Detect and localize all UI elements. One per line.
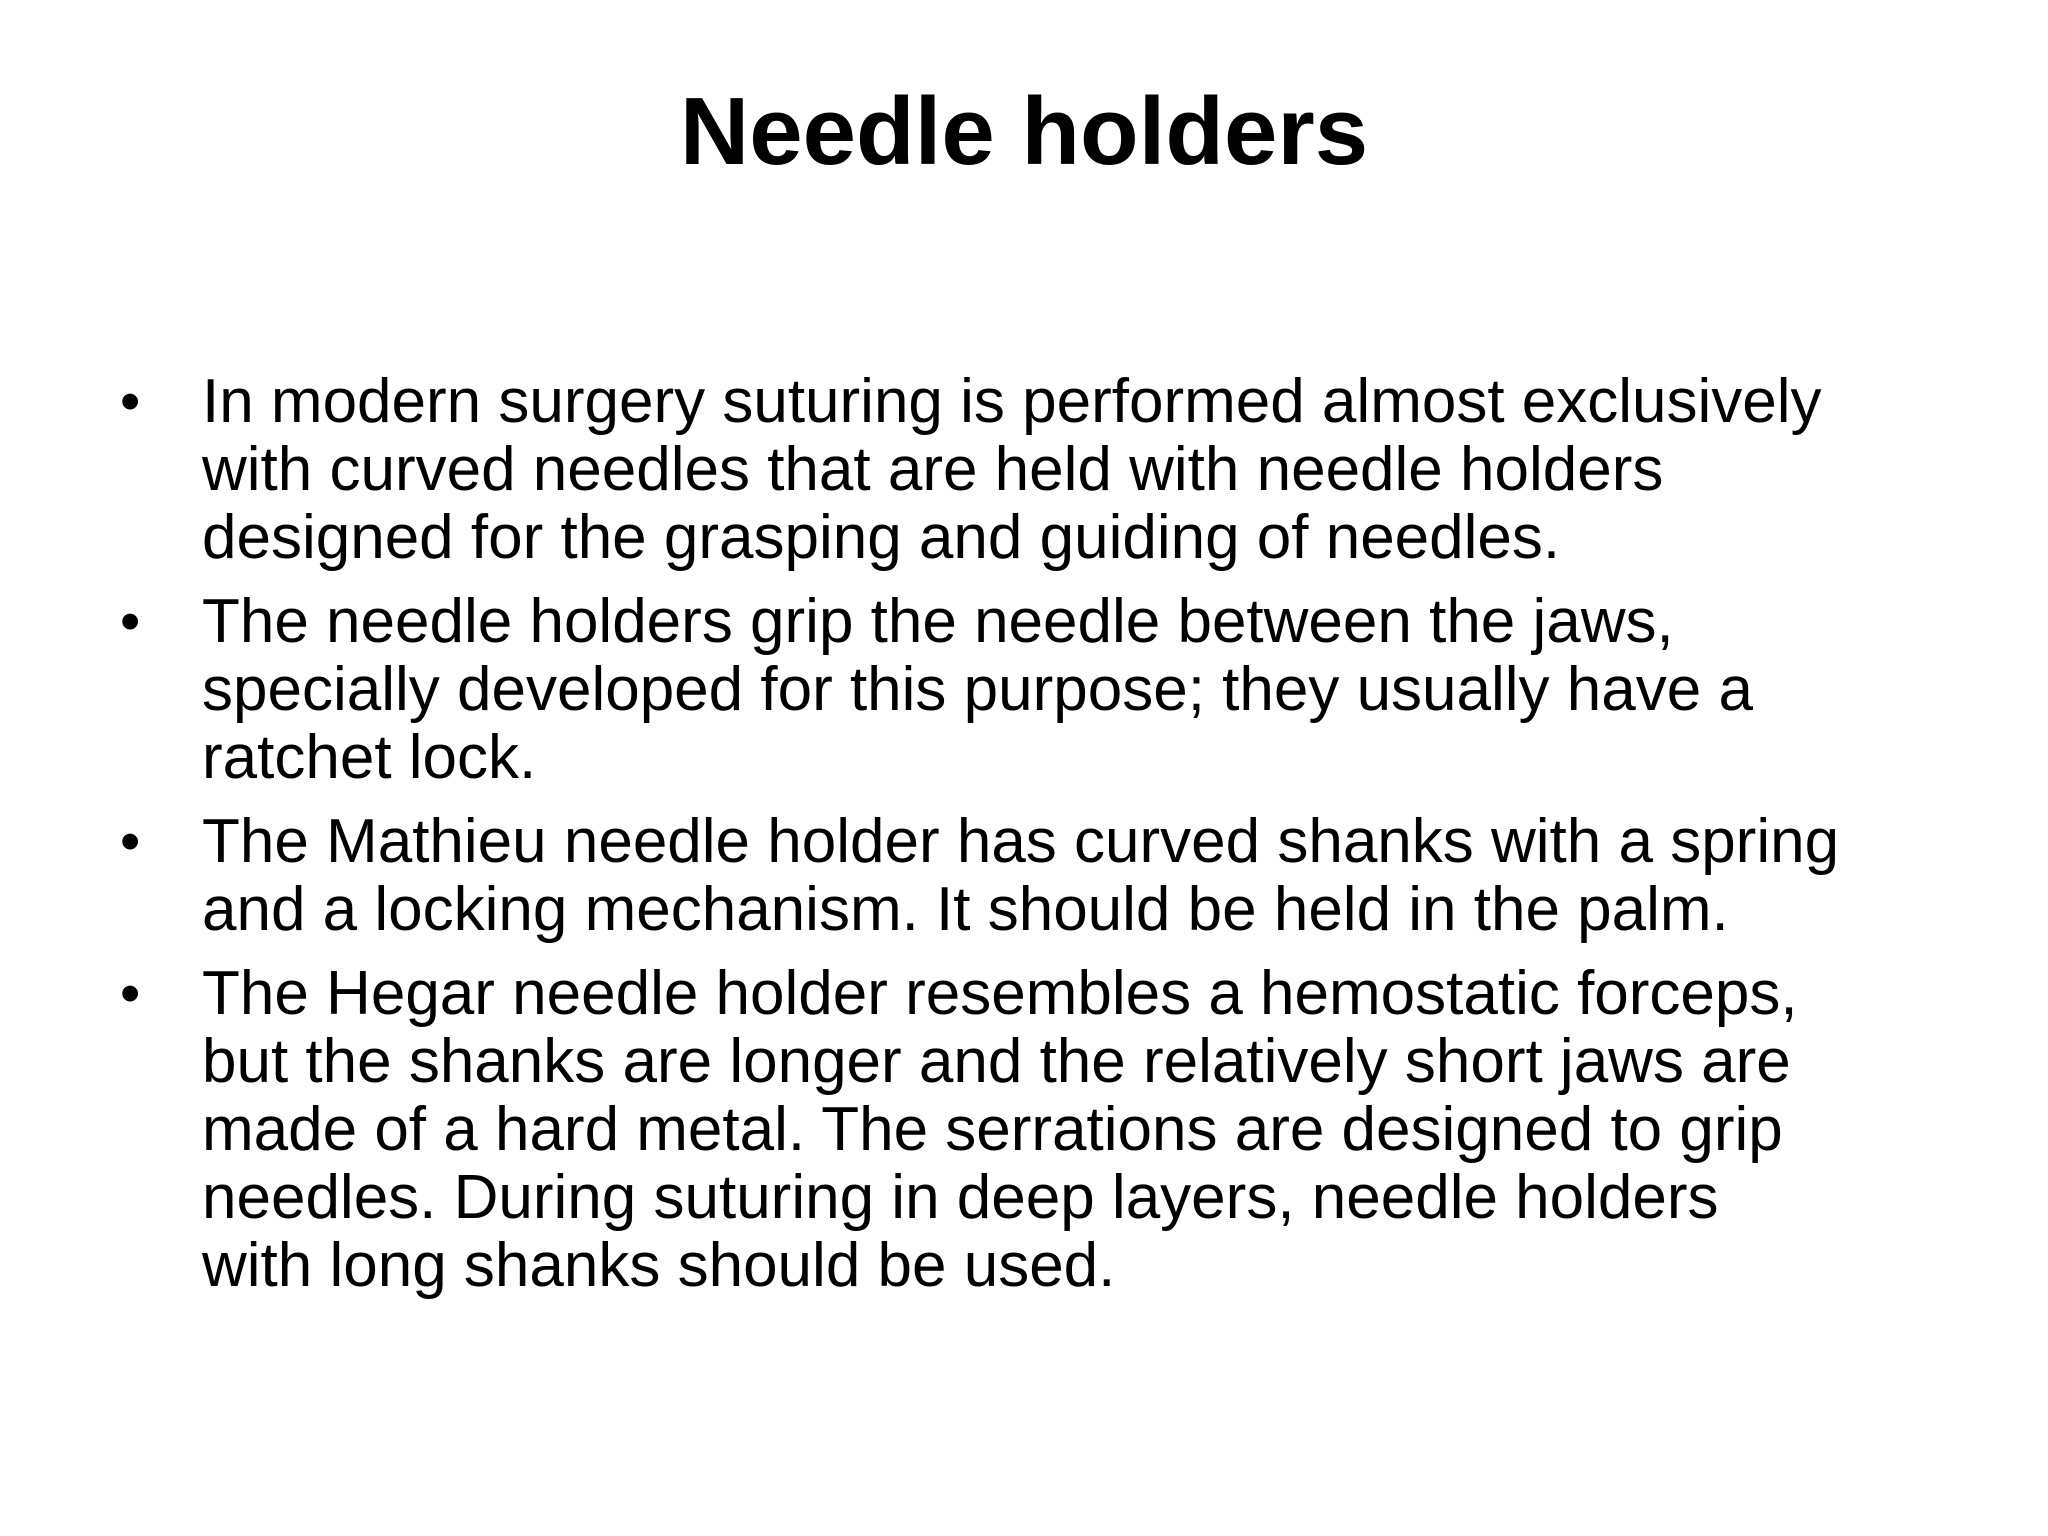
bullet-icon: • — [120, 809, 141, 874]
bullet-text: The Mathieu needle holder has curved shanks with a spring and a locking mechanism. It should be held in the palm. — [202, 807, 1840, 944]
bullet-text: The needle holders grip the needle between the jaws, specially developed for this purpose; they usually have a ratchet lock. — [202, 587, 1753, 792]
bullet-item — [120, 368, 1960, 572]
bullet-text: In modern surgery suturing is performed almost exclusively with curved needles that are held with needle holders designed for the grasping and guiding of needles. — [202, 367, 1822, 572]
slide-title: Needle holders — [679, 78, 1369, 185]
bullet-icon: • — [120, 589, 141, 654]
bullet-item — [120, 960, 1960, 1300]
bullet-icon: • — [120, 961, 141, 1026]
bullet-list — [120, 368, 1960, 1316]
bullet-text: The Hegar needle holder resembles a hemostatic forceps, but the shanks are longer and the relatively short jaws are made of a hard metal. The serrations are designed to grip needles. During suturing in deep layers, needle holders with long shanks should be used. — [202, 959, 1798, 1300]
bullet-item — [120, 588, 1960, 792]
bullet-item — [120, 808, 1960, 944]
bullet-icon: • — [120, 369, 141, 434]
